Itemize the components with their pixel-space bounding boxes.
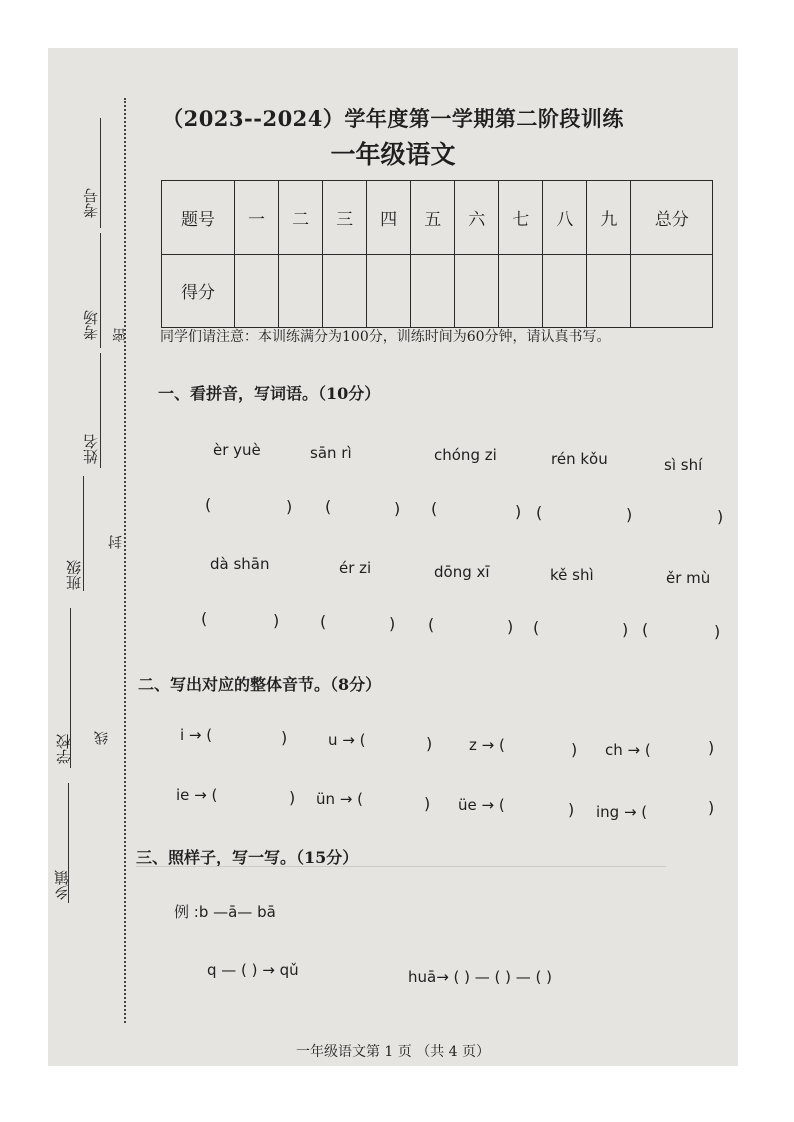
- seal-dotted-line: [124, 98, 126, 1023]
- answer-paren-close: ): [708, 738, 715, 757]
- binding-label-township: 乡镇: [53, 870, 71, 900]
- answer-paren-close: ): [507, 617, 514, 636]
- syllable-item: i → (: [180, 726, 213, 744]
- exam-paper: [48, 48, 738, 1066]
- page-footer: 一年级语文第 1 页 （共 4 页）: [295, 1044, 491, 1060]
- binding-label-exam-number: 考号: [82, 188, 100, 218]
- score-cell[interactable]: [455, 254, 499, 328]
- answer-paren-close: ): [714, 622, 721, 641]
- exam-notice: 同学们请注意：本训练满分为100分，训练时间为60分钟，请认真书写。: [160, 329, 611, 345]
- binding-label-class: 班级: [65, 560, 83, 590]
- pinyin-word: rén kǒu: [551, 450, 608, 468]
- answer-paren-close: ): [281, 728, 288, 747]
- answer-paren-close: ): [571, 740, 578, 759]
- answer-paren-open: (: [428, 615, 435, 634]
- answer-paren-close: ): [515, 502, 522, 521]
- pinyin-word: sì shí: [664, 456, 703, 474]
- syllable-item: ün → (: [316, 790, 363, 808]
- pinyin-word: ér zi: [339, 559, 372, 577]
- answer-paren-close: ): [389, 614, 396, 633]
- score-row: [162, 254, 713, 328]
- answer-paren-close: ): [273, 611, 280, 630]
- pinyin-word: dōng xī: [434, 563, 490, 581]
- column-header: 八: [543, 181, 587, 255]
- column-header: 一: [235, 181, 279, 255]
- pinyin-word: dà shān: [210, 555, 270, 573]
- binding-label-school: 学校: [55, 734, 73, 764]
- column-header-total: 总分: [631, 181, 713, 255]
- answer-paren-open: (: [320, 612, 327, 631]
- answer-paren-open: (: [533, 618, 540, 637]
- seal-char-xian: 线: [94, 731, 110, 745]
- pinyin-word: chóng zi: [434, 446, 497, 464]
- score-cell[interactable]: [587, 254, 631, 328]
- township-line: [68, 783, 69, 903]
- answer-paren-close: ): [394, 499, 401, 518]
- answer-paren-close: ): [708, 798, 715, 817]
- answer-paren-close: ): [626, 505, 633, 524]
- syllable-item: ch → (: [605, 741, 651, 759]
- syllable-item: ie → (: [176, 786, 218, 804]
- pinyin-word: sān rì: [310, 444, 352, 462]
- binding-label-exam-room: 考场: [82, 310, 100, 340]
- name-line: [100, 353, 101, 468]
- answer-paren-open: (: [325, 497, 332, 516]
- score-cell[interactable]: [323, 254, 367, 328]
- column-header: 五: [411, 181, 455, 255]
- answer-paren-open: (: [431, 499, 438, 518]
- pinyin-word: kě shì: [550, 566, 594, 584]
- score-cell[interactable]: [235, 254, 279, 328]
- answer-paren-close: ): [286, 497, 293, 516]
- row-label-question-number: 题号: [162, 181, 235, 255]
- pinyin-word: ěr mù: [666, 569, 711, 587]
- score-cell[interactable]: [543, 254, 587, 328]
- score-cell[interactable]: [367, 254, 411, 328]
- score-cell[interactable]: [411, 254, 455, 328]
- column-header: 九: [587, 181, 631, 255]
- column-header: 二: [279, 181, 323, 255]
- exam-subtitle: 一年级语文: [330, 140, 456, 169]
- column-header: 四: [367, 181, 411, 255]
- exercise-item: q — ( ) → qǔ: [207, 961, 299, 979]
- answer-paren-open: (: [642, 620, 649, 639]
- seal-char-feng: 封: [108, 535, 124, 549]
- syllable-item: üe → (: [458, 796, 505, 814]
- example-item: 例 :b —ā— bā: [174, 903, 276, 921]
- syllable-item: ing → (: [596, 803, 648, 821]
- pinyin-word: èr yuè: [213, 441, 261, 459]
- section3-title: 三、照样子，写一写。（15分）: [136, 848, 359, 867]
- answer-paren-close: ): [622, 620, 629, 639]
- answer-paren-open: (: [536, 503, 543, 522]
- exam-title: （2023--2024）学年度第一学期第二阶段训练: [162, 106, 624, 131]
- score-cell[interactable]: [279, 254, 323, 328]
- answer-paren-close: ): [717, 507, 724, 526]
- exam-room-line: [100, 233, 101, 348]
- answer-paren-close: ): [568, 800, 575, 819]
- answer-paren-close: ): [289, 788, 296, 807]
- score-table: [161, 180, 713, 328]
- column-header: 七: [499, 181, 543, 255]
- answer-paren-open: (: [201, 609, 208, 628]
- school-line: [70, 608, 71, 768]
- section2-title: 二、写出对应的整体音节。（8分）: [138, 675, 382, 694]
- answer-paren-open: (: [205, 495, 212, 514]
- section1-title: 一、看拼音，写词语。（10分）: [158, 384, 381, 403]
- class-line: [83, 476, 84, 591]
- exercise-item: huā→ ( ) — ( ) — ( ): [408, 968, 553, 986]
- syllable-item: z → (: [469, 736, 505, 754]
- column-header: 三: [323, 181, 367, 255]
- score-cell-total[interactable]: [631, 254, 713, 328]
- row-label-score: 得分: [162, 254, 235, 328]
- seal-char-mi: 密: [112, 328, 128, 342]
- answer-paren-close: ): [426, 734, 433, 753]
- question-number-row: [162, 181, 713, 255]
- answer-paren-close: ): [424, 794, 431, 813]
- score-cell[interactable]: [499, 254, 543, 328]
- faint-divider: [136, 866, 666, 867]
- binding-label-name: 姓名: [82, 434, 100, 464]
- column-header: 六: [455, 181, 499, 255]
- syllable-item: u → (: [328, 731, 366, 749]
